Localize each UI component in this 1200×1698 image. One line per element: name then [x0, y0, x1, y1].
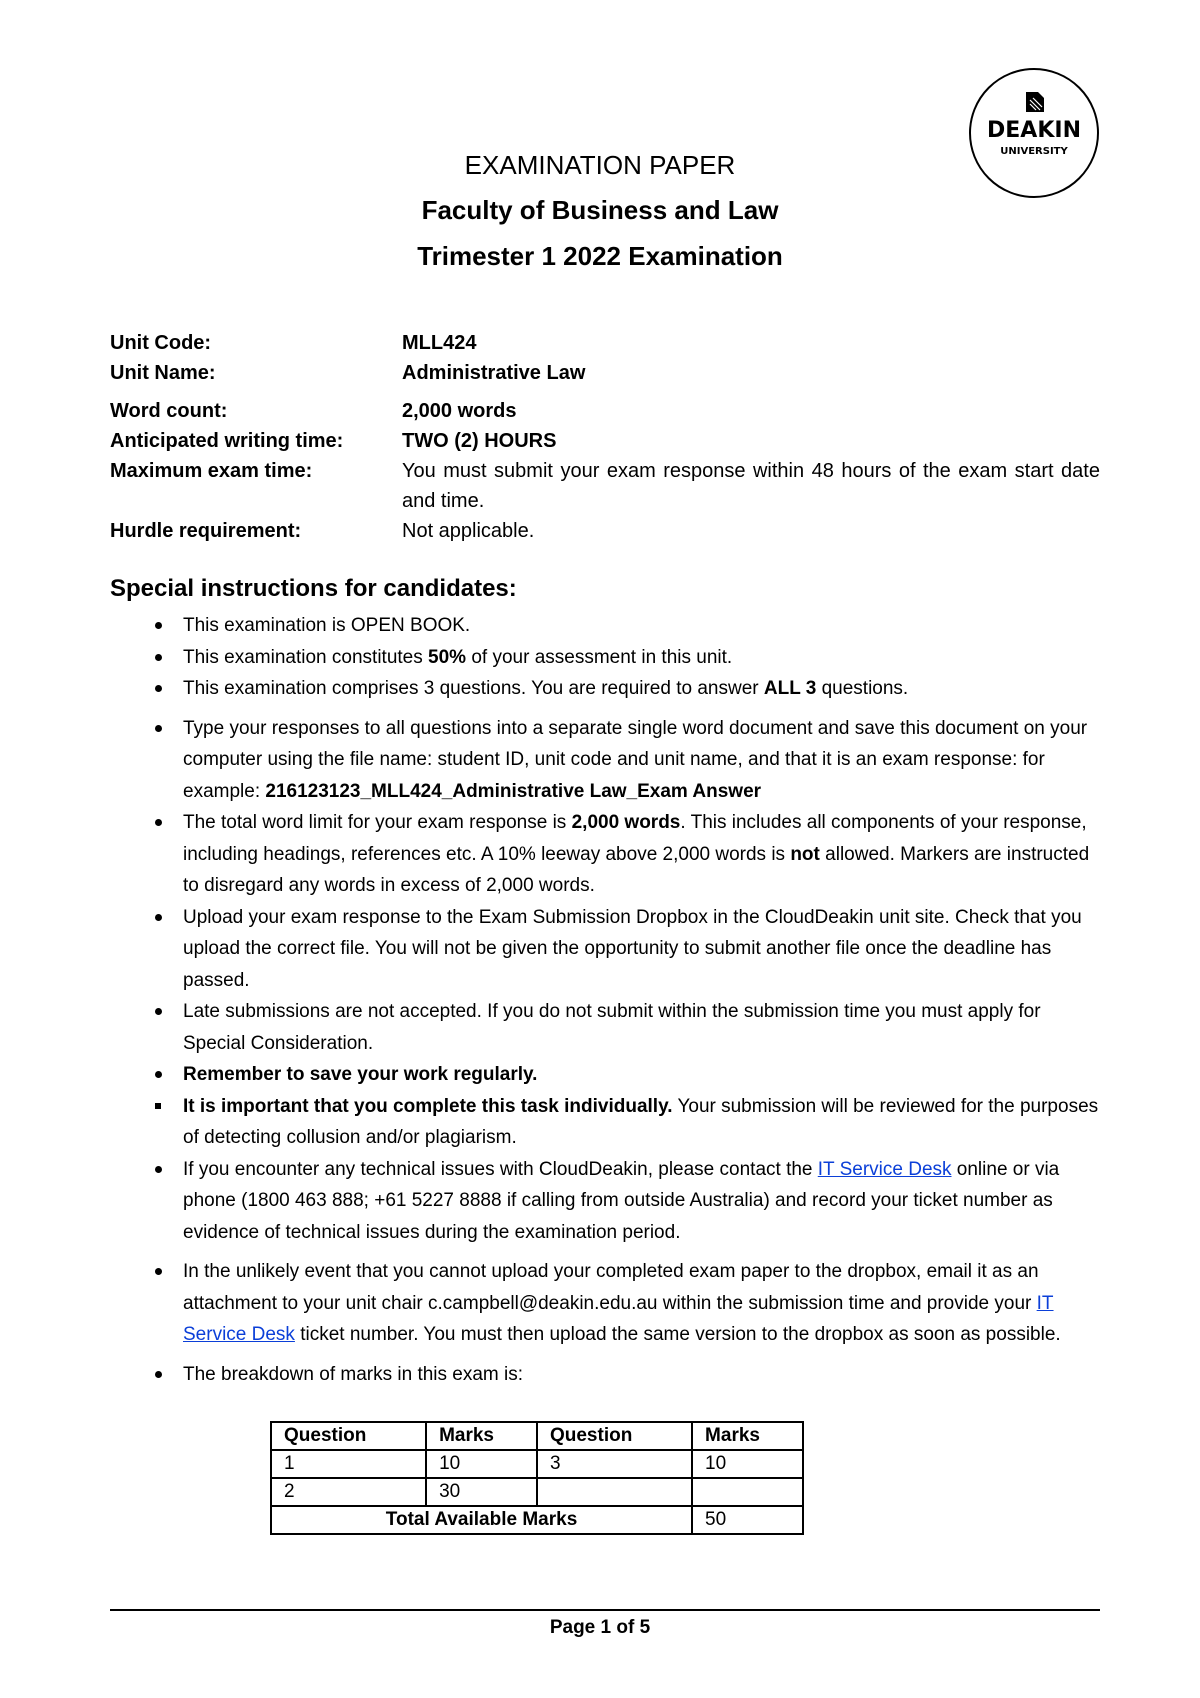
it-service-desk-link[interactable]: IT Service Desk	[817, 1158, 952, 1180]
unit-code-label: Unit Code:	[110, 332, 212, 354]
logo-subtitle: UNIVERSITY	[1000, 146, 1068, 157]
instruction-text: The breakdown of marks in this exam is:	[183, 1363, 524, 1385]
bullet-icon	[155, 654, 162, 661]
info-row-hurdle	[110, 516, 1100, 546]
list-item	[110, 1091, 1100, 1154]
table-header-cell: Question	[271, 1422, 426, 1450]
table-cell: 3	[537, 1450, 692, 1478]
logo-name: DEAKIN	[987, 118, 1081, 143]
exam-title: EXAMINATION PAPER	[464, 150, 736, 180]
unit-code-value: MLL424	[402, 332, 477, 354]
info-row-writing-time	[110, 426, 1100, 456]
word-count-value: 2,000 words	[402, 400, 517, 422]
instructions-heading: Special instructions for candidates:	[110, 575, 517, 602]
table-total-row	[271, 1506, 803, 1534]
bullet-icon	[155, 819, 162, 826]
instruction-text: Type your responses to all questions into a separate single word document and save this document on your computer using the file name: student ID, unit code and unit name, and that it is an exam response: for example:	[183, 717, 1088, 802]
instruction-text: Upload your exam response to the Exam Submission Dropbox in the CloudDeakin unit site. Check that you upload the correct file. You will not be given the opportunity to submit another file once the deadline has passed.	[183, 906, 1082, 991]
table-cell: 10	[692, 1450, 803, 1478]
total-value: 50	[692, 1506, 803, 1534]
footer-divider	[110, 1609, 1100, 1611]
unit-name-label: Unit Name:	[110, 362, 216, 384]
table-header-cell: Question	[537, 1422, 692, 1450]
bullet-icon	[155, 685, 162, 692]
max-time-label: Maximum exam time:	[110, 460, 313, 482]
filename-example: 216123123_MLL424_Administrative Law_Exam Answer	[265, 780, 762, 802]
bullet-icon	[155, 1166, 162, 1173]
instruction-text: online or via phone (1800 463 888; +61 5227 8888 if calling from outside Australia) and record your ticket number as evidence of technical issues during the examination period.	[183, 1158, 1060, 1243]
table-header-row	[271, 1422, 803, 1450]
unit-name-value: Administrative Law	[402, 362, 586, 384]
info-row-max-time	[110, 456, 1100, 516]
table-cell	[537, 1478, 692, 1506]
instruction-text: allowed. Markers are instructed to disregard any words in excess of 2,000 words.	[183, 843, 1090, 896]
instruction-text: questions.	[816, 678, 909, 699]
page-number: Page 1 of 5	[549, 1617, 651, 1638]
table-cell: 30	[426, 1478, 537, 1506]
trimester-title: Trimester 1 2022 Examination	[417, 241, 783, 271]
list-item	[110, 642, 1100, 674]
list-item	[110, 902, 1100, 997]
word-count-label: Word count:	[110, 400, 228, 422]
unit-info	[110, 328, 1100, 546]
it-service-desk-link[interactable]: IT Service Desk	[183, 1292, 1054, 1345]
list-item	[110, 673, 1100, 705]
total-label: Total Available Marks	[271, 1506, 692, 1534]
instruction-text: In the unlikely event that you cannot upload your completed exam paper to the dropbox, email it as an attachment to your unit chair c.campbell@deakin.edu.au within the submission time and provide your	[183, 1261, 1039, 1314]
info-row-word-count	[110, 396, 1100, 426]
bullet-icon	[155, 1268, 162, 1275]
bullet-icon	[155, 1071, 162, 1078]
instruction-text: The total word limit for your exam response is	[183, 812, 572, 833]
instruction-text: This examination constitutes	[183, 646, 429, 668]
table-cell: 10	[426, 1450, 537, 1478]
info-row-unit-name	[110, 358, 1100, 388]
instruction-text: This examination comprises 3 questions. You are required to answer	[183, 678, 764, 699]
bullet-icon	[155, 622, 162, 629]
bullet-icon	[155, 1371, 162, 1378]
instruction-bold: 50%	[428, 646, 467, 668]
instruction-text: ticket number. You must then upload the same version to the dropbox as soon as possible.	[294, 1324, 1061, 1345]
writing-time-label: Anticipated writing time:	[110, 430, 344, 452]
list-item	[110, 1359, 1100, 1391]
writing-time-value: TWO (2) HOURS	[402, 430, 557, 452]
instruction-bold: Remember to save your work regularly.	[183, 1064, 538, 1085]
list-item	[110, 1059, 1100, 1091]
deakin-emblem-icon	[1024, 92, 1046, 112]
table-header-cell: Marks	[692, 1422, 803, 1450]
instruction-bold: ALL 3	[763, 678, 817, 699]
bullet-icon	[155, 914, 162, 921]
bullet-icon	[155, 725, 162, 732]
instruction-text: Your submission will be reviewed for the purposes of detecting collusion and/or plagiarism.	[183, 1095, 1099, 1148]
instruction-text: . This includes all components of your response, including headings, references etc. A 10% leeway above 2,000 words is	[183, 812, 1087, 865]
table-header-cell: Marks	[426, 1422, 537, 1450]
list-item	[110, 996, 1100, 1059]
instruction-bold: not	[790, 843, 820, 865]
instruction-bold: 2,000 words	[571, 812, 681, 833]
table-row	[271, 1450, 803, 1478]
instructions-list	[110, 610, 1100, 1390]
info-row-unit-code	[110, 328, 1100, 358]
marks-table	[270, 1421, 804, 1535]
table-cell	[692, 1478, 803, 1506]
hurdle-value: Not applicable.	[402, 520, 535, 542]
max-time-value: You must submit your exam response within 48 hours of the exam start date and time.	[402, 460, 1100, 512]
instruction-text: This examination is OPEN BOOK.	[183, 615, 471, 636]
table-cell: 1	[271, 1450, 426, 1478]
list-item	[110, 713, 1100, 808]
instruction-text: Late submissions are not accepted. If you do not submit within the submission time you must apply for Special Consideration.	[183, 1001, 1041, 1054]
list-item	[110, 807, 1100, 902]
square-bullet-icon	[155, 1103, 161, 1109]
list-item	[110, 1256, 1100, 1351]
instruction-bold: It is important that you complete this task individually.	[183, 1095, 673, 1117]
list-item	[110, 610, 1100, 642]
list-item	[110, 1154, 1100, 1249]
table-cell: 2	[271, 1478, 426, 1506]
hurdle-label: Hurdle requirement:	[110, 520, 302, 542]
table-row	[271, 1478, 803, 1506]
bullet-icon	[155, 1008, 162, 1015]
faculty-title: Faculty of Business and Law	[421, 195, 779, 225]
instruction-text: of your assessment in this unit.	[466, 646, 733, 668]
instruction-text: If you encounter any technical issues with CloudDeakin, please contact the	[183, 1158, 818, 1180]
